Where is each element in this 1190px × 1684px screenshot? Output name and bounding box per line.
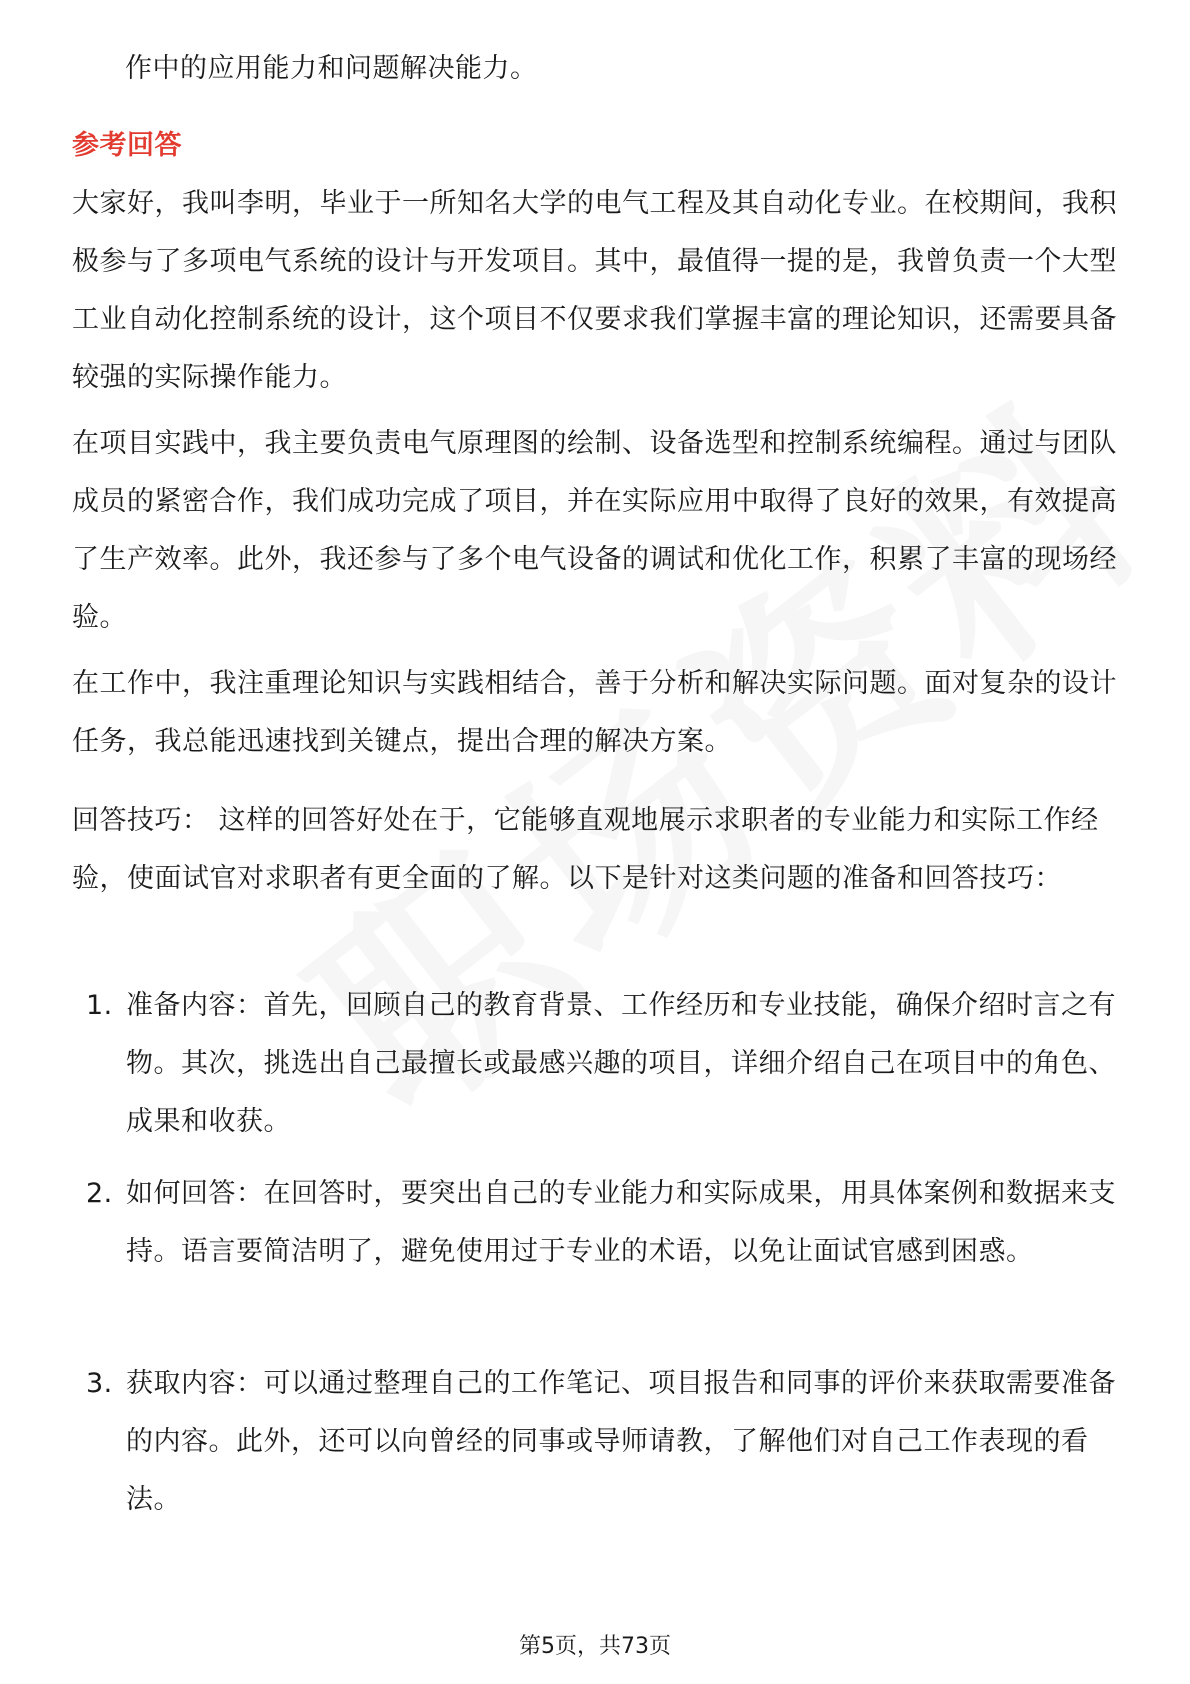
paragraph-text: 回答技巧： 这样的回答好处在于，它能够直观地展示求职者的专业能力和实际工作经验，使面试官对求职者有更全面的了解。以下是针对这类问题的准备和回答技巧： <box>72 805 1099 894</box>
paragraph-3 <box>72 655 1132 771</box>
paragraph-2 <box>72 415 1132 647</box>
list-number: 1. <box>86 990 113 1021</box>
list-number: 3. <box>86 1368 113 1399</box>
paragraph-4 <box>72 792 1132 908</box>
list-item-text: 如何回答：在回答时，要突出自己的专业能力和实际成果，用具体案例和数据来支持。语言要简洁明了，避免使用过于专业的术语，以免让面试官感到困惑。 <box>126 1178 1116 1267</box>
section-heading: 参考回答 <box>72 130 182 161</box>
list-item-text: 获取内容：可以通过整理自己的工作笔记、项目报告和同事的评价来获取需要准备的内容。此外，还可以向曾经的同事或导师请教，了解他们对自己工作表现的看法。 <box>126 1368 1116 1515</box>
page-footer: 第5页，共73页 <box>519 1634 671 1659</box>
intro-tail-text: 作中的应用能力和问题解决能力。 <box>125 53 538 84</box>
list-item-1 <box>72 977 1132 1151</box>
list-item-3 <box>72 1355 1132 1529</box>
list-item-text: 准备内容：首先，回顾自己的教育背景、工作经历和专业技能，确保介绍时言之有物。其次，挑选出自己最擅长或最感兴趣的项目，详细介绍自己在项目中的角色、成果和收获。 <box>126 990 1116 1137</box>
paragraph-1 <box>72 175 1132 407</box>
paragraph-text: 大家好，我叫李明，毕业于一所知名大学的电气工程及其自动化专业。在校期间，我积极参与了多项电气系统的设计与开发项目。其中，最值得一提的是，我曾负责一个大型工业自动化控制系统的设计，这个项目不仅要求我们掌握丰富的理论知识，还需要具备较强的实际操作能力。 <box>72 188 1117 393</box>
list-number: 2. <box>86 1178 113 1209</box>
paragraph-text: 在项目实践中，我主要负责电气原理图的绘制、设备选型和控制系统编程。通过与团队成员的紧密合作，我们成功完成了项目，并在实际应用中取得了良好的效果，有效提高了生产效率。此外，我还参与了多个电气设备的调试和优化工作，积累了丰富的现场经验。 <box>72 428 1117 633</box>
list-item-2 <box>72 1165 1132 1281</box>
paragraph-text: 在工作中，我注重理论知识与实践相结合，善于分析和解决实际问题。面对复杂的设计任务，我总能迅速找到关键点，提出合理的解决方案。 <box>72 668 1117 757</box>
